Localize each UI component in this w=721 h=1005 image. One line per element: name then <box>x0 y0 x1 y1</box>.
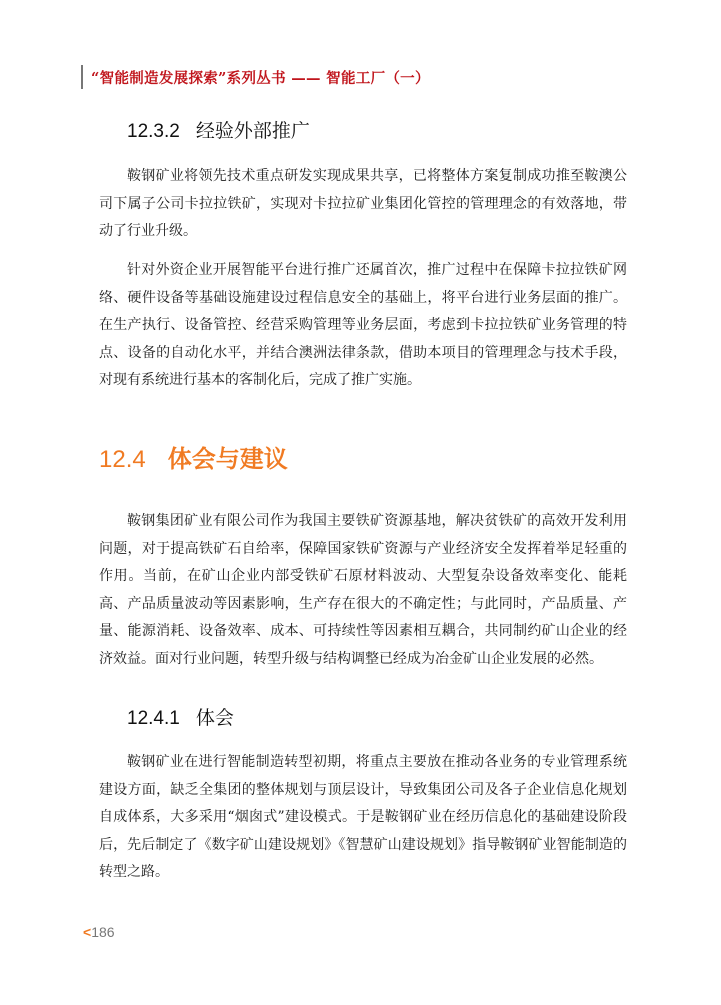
section-number: 12.4.1 <box>127 708 180 729</box>
series-title: “智能制造发展探索”系列丛书 —— 智能工厂（一） <box>91 69 430 87</box>
paragraph: 鞍钢矿业在进行智能制造转型初期，将重点主要放在推动各业务的专业管理系统建设方面，缺乏全集团的整体规划与顶层设计，导致集团公司及各子企业信息化规划自成体系，大多采用“烟囱式”建设模式。于是鞍钢矿业在经历信息化的基础建设阶段后，先后制定了《数字矿山建设规划》《智慧矿山建设规划》指导鞍钢矿业智能制造的转型之路。 <box>99 754 627 880</box>
section-number: 12.3.2 <box>127 121 180 142</box>
page-number <box>83 924 115 940</box>
section-title: 经验外部推广 <box>195 121 310 142</box>
section-heading-12-4 <box>99 439 288 474</box>
running-header <box>81 64 430 90</box>
header-divider <box>81 65 83 89</box>
page-arrow-icon: < <box>83 924 92 940</box>
section-heading-12-4-1 <box>127 703 234 730</box>
paragraph: 鞍钢集团矿业有限公司作为我国主要铁矿资源基地，解决贫铁矿的高效开发利用问题，对于提高铁矿石自给率，保障国家铁矿资源与产业经济安全发挥着举足轻重的作用。当前，在矿山企业内部受铁矿石原材料波动、大型复杂设备效率变化、能耗高、产品质量波动等因素影响，生产存在很大的不确定性；与此同时，产品质量、产量、能源消耗、设备效率、成本、可持续性等因素相互耦合，共同制约矿山企业的经济效益。面对行业问题，转型升级与结构调整已经成为冶金矿山企业发展的必然。 <box>99 513 627 667</box>
paragraph: 鞍钢矿业将领先技术重点研发实现成果共享，已将整体方案复制成功推至鞍澳公司下属子公司卡拉拉铁矿，实现对卡拉拉矿业集团化管控的管理理念的有效落地，带动了行业升级。 <box>99 168 627 239</box>
paragraph: 针对外资企业开展智能平台进行推广还属首次，推广过程中在保障卡拉拉铁矿网络、硬件设备等基础设施建设过程信息安全的基础上，将平台进行业务层面的推广。在生产执行、设备管控、经营采购管理等业务层面，考虑到卡拉拉铁矿业务管理的特点、设备的自动化水平，并结合澳洲法律条款，借助本项目的管理理念与技术手段，对现有系统进行基本的客制化后，完成了推广实施。 <box>99 262 627 388</box>
section-title: 体会与建议 <box>167 446 288 473</box>
page-number-value: 186 <box>91 924 115 940</box>
section-number: 12.4 <box>99 446 146 473</box>
section-title: 体会 <box>195 708 234 729</box>
section-heading-12-3-2 <box>127 116 310 143</box>
